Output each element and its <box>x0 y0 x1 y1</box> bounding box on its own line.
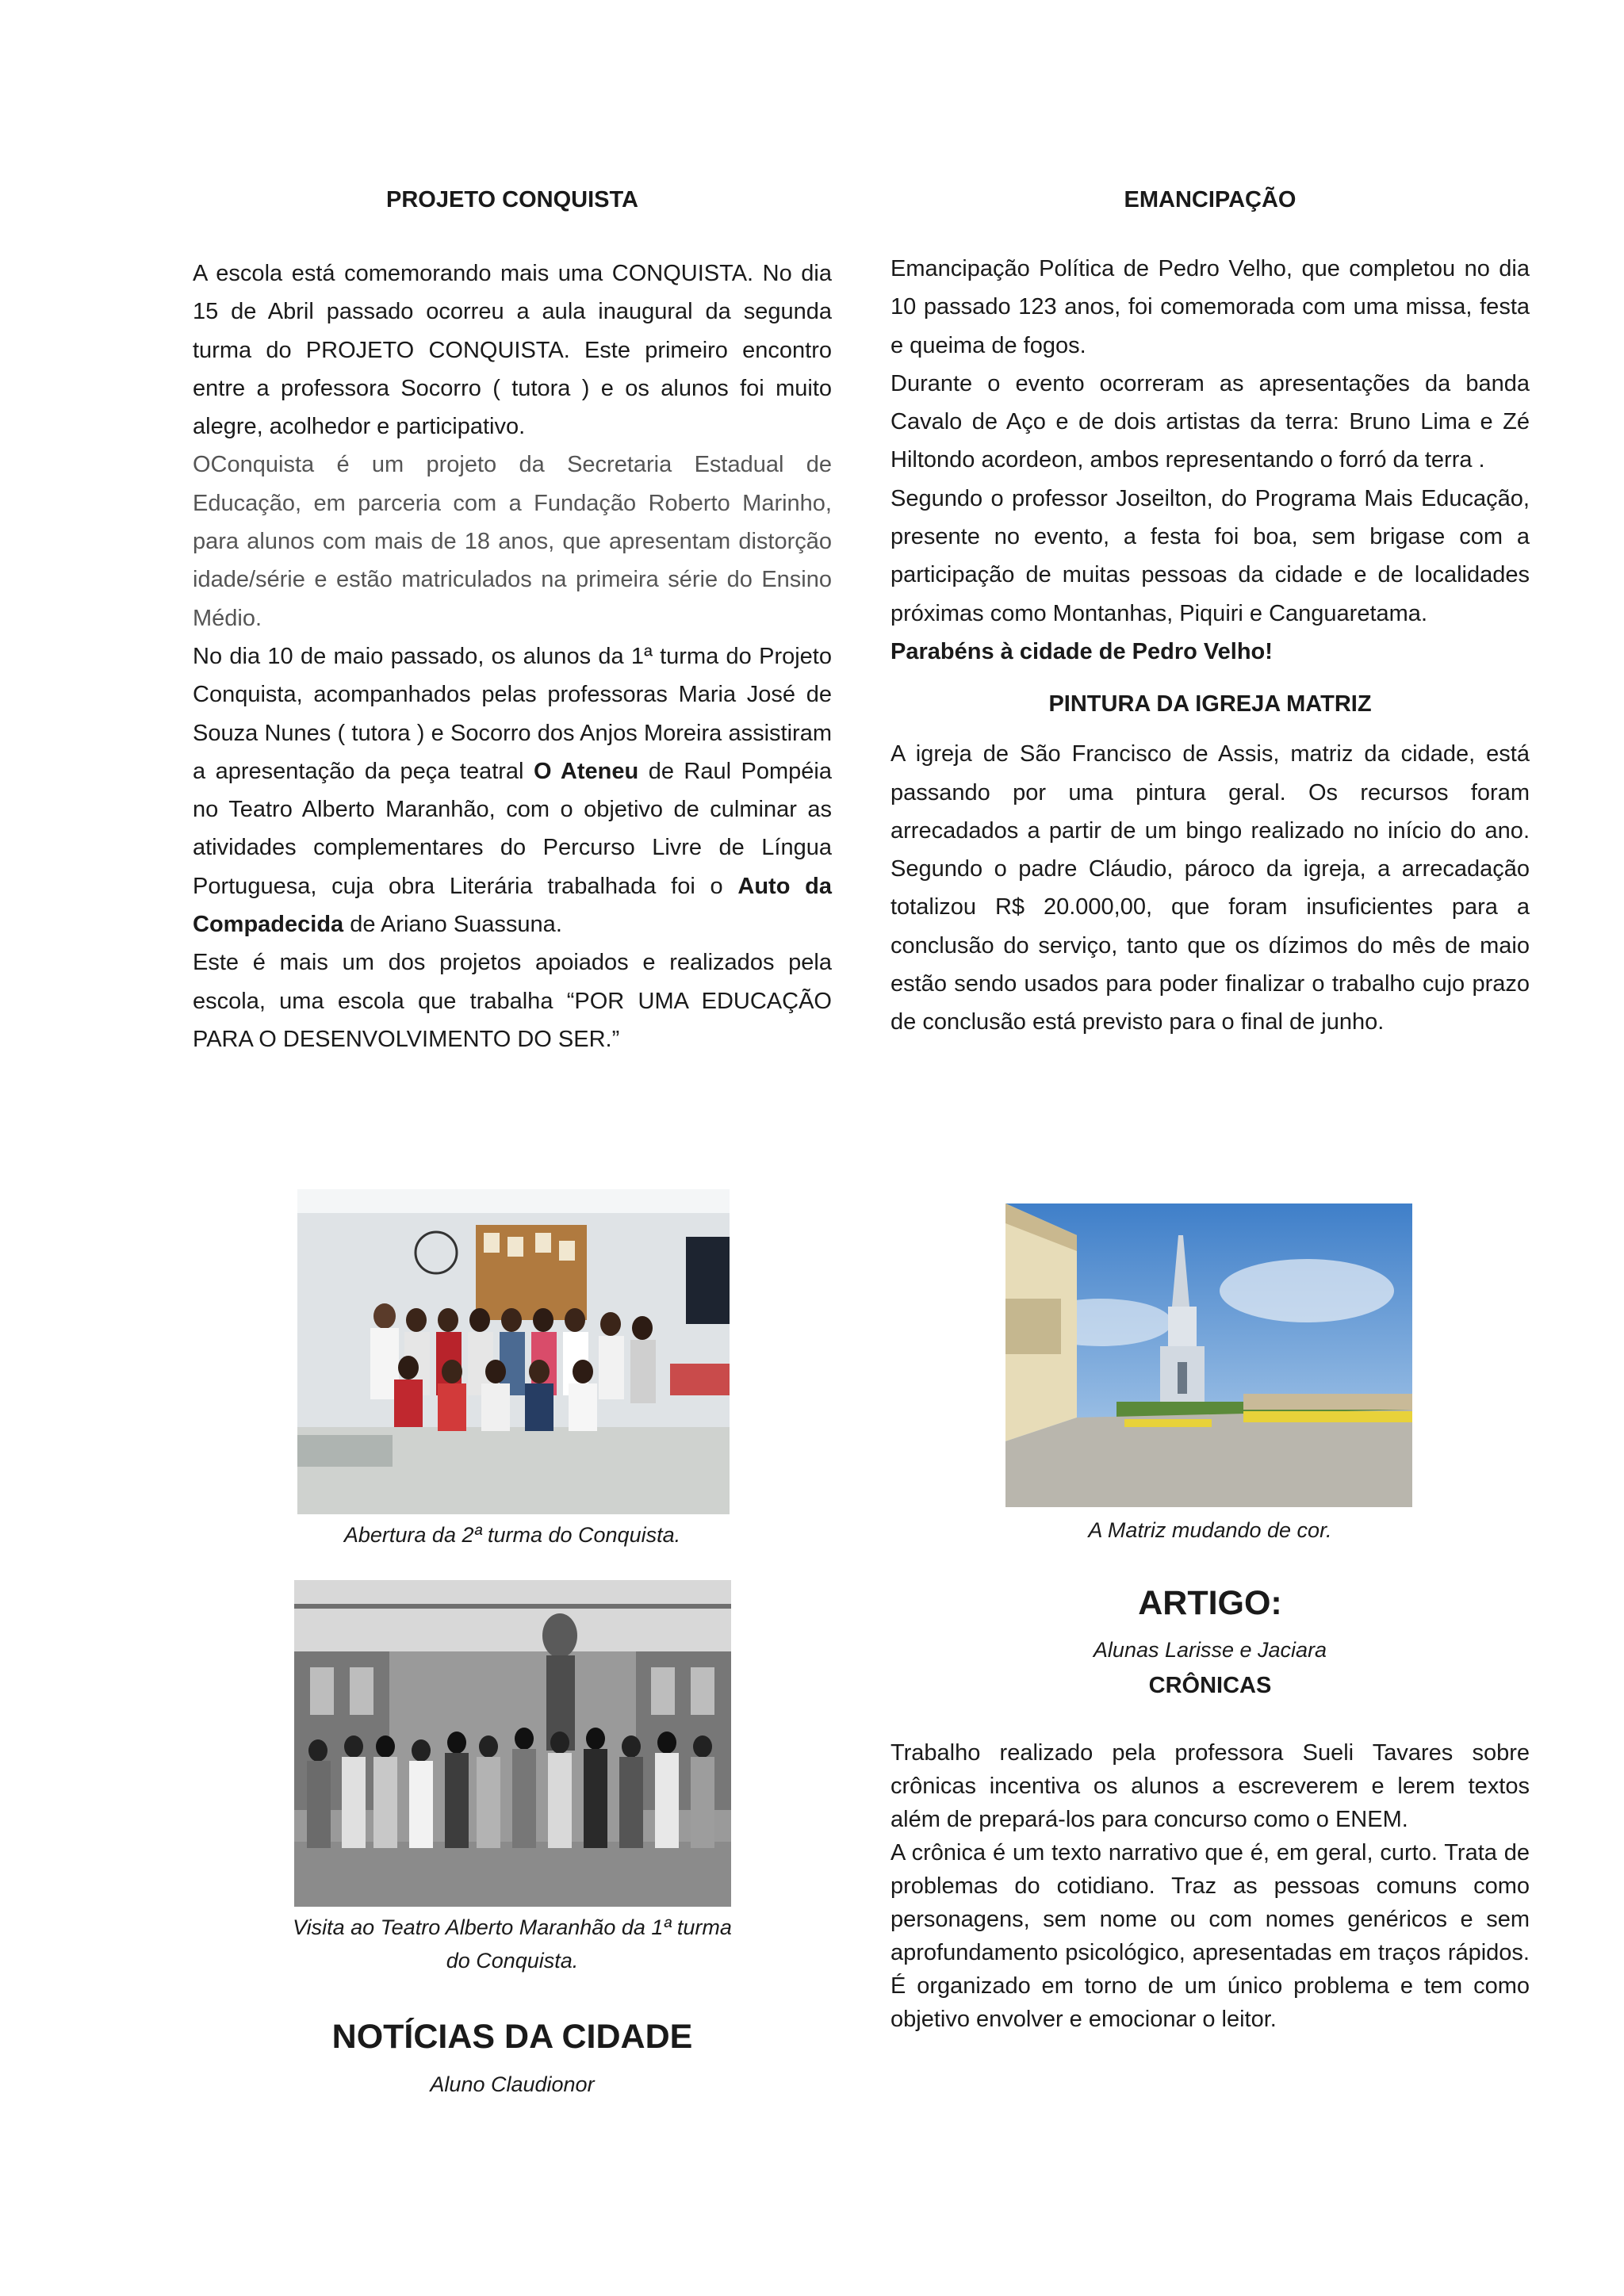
artigo-author: Alunas Larisse e Jaciara <box>1093 1638 1327 1662</box>
noticias-author: Aluno Claudionor <box>430 2072 595 2096</box>
emancipacao-title: EMANCIPAÇÃO <box>1124 187 1297 212</box>
emancipacao-congrats <box>891 633 1530 671</box>
photo-theatre-visit <box>294 1580 731 1907</box>
cronicas-body <box>891 1736 1530 2036</box>
conquista-p3-text-e: de Ariano Suassuna. <box>343 912 562 938</box>
photo-classroom-group <box>297 1189 730 1514</box>
emancipacao-paragraph-2: Durante o evento ocorreram as apresentações da banda Cavalo de Aço e de dois artistas da terra: Bruno Lima e Zé Hiltondo acordeon, ambos representando o forró da terra . <box>891 370 1530 473</box>
cronicas-paragraph-1: Trabalho realizado pela professora Sueli Tavares sobre crônicas incentiva os alunos a escreverem e lerem textos além de prepará-los para concurso como o ENEM. <box>891 1740 1530 1832</box>
caption-theatre <box>193 1911 832 1977</box>
emancipacao-paragraph-3: Segundo o professor Joseilton, do Programa Mais Educação, presente no evento, a festa foi boa, sem brigase com a participação de muitas pessoas da cidade e de localidades próximas como Montanhas, Piquiri e Canguaretama. <box>891 485 1530 626</box>
conquista-paragraph-4: Este é mais um dos projetos apoiados e realizados pela escola, uma escola que trabalha “POR UMA EDUCAÇÃO PARA O DESENVOLVIMENTO DO SER.” <box>193 950 832 1052</box>
caption-theatre-line-2: do Conquista. <box>446 1949 579 1973</box>
projeto-conquista-title: PROJETO CONQUISTA <box>386 187 638 212</box>
conquista-paragraph-3 <box>193 637 832 943</box>
auto-da-compadecida-bold: Auto da Compadecida <box>193 873 832 938</box>
caption-church: A Matriz mudando de cor. <box>1088 1518 1332 1542</box>
caption-theatre-line-1: Visita ao Teatro Alberto Maranhão da 1ª turma <box>293 1915 732 1939</box>
o-ateneu-bold: O Ateneu <box>533 758 639 784</box>
emancipacao-paragraph-1: Emancipação Política de Pedro Velho, que completou no dia 10 passado 123 anos, foi comemorada com uma missa, festa e queima de fogos. <box>891 256 1530 358</box>
emancipacao-congrats-bold: Parabéns à cidade de Pedro Velho! <box>891 638 1273 664</box>
cronicas-paragraph-2: A crônica é um texto narrativo que é, em geral, curto. Trata de problemas do cotidiano. Traz as pessoas comuns como personagens, sem nome ou com nomes genéricos e sem aprofundamento psicológico, apresentadas em traços rápidos. É organizado em torno de um único problema e tem como objetivo envolver e emocionar o leitor. <box>891 1840 1530 2032</box>
artigo-title: ARTIGO: <box>1138 1584 1282 1622</box>
conquista-paragraph-2: OConquista é um projeto da Secretaria Estadual de Educação, em parceria com a Fundação Roberto Marinho, para alunos com mais de 18 anos, que apresentam distorção idade/série e estão matriculados na primeira série do Ensino Médio. <box>193 452 832 631</box>
cronicas-title: CRÔNICAS <box>1148 1673 1272 1698</box>
conquista-p3-text-a: No dia 10 de maio passado, os alunos da 1ª turma do Projeto Conquista, acompanhados pelas professoras Maria José de Souza Nunes ( tutora ) e Socorro dos Anjos Moreira assistiram a apresentação da peça teatral <box>193 643 832 784</box>
conquista-paragraph-1: A escola está comemorando mais uma CONQUISTA. No dia 15 de Abril passado ocorreu a aula inaugural da segunda turma do PROJETO CONQUISTA. Este primeiro encontro entre a professora Socorro ( tutora ) e os alunos foi muito alegre, acolhedor e participativo. <box>193 261 832 440</box>
right-column <box>891 187 1530 1042</box>
caption-abertura: Abertura da 2ª turma do Conquista. <box>343 1523 681 1547</box>
left-column <box>193 187 832 1058</box>
igreja-matriz-title: PINTURA DA IGREJA MATRIZ <box>1048 691 1372 718</box>
igreja-matriz-paragraph: A igreja de São Francisco de Assis, matriz da cidade, está passando por uma pintura geral. Os recursos foram arrecadados a partir de um bingo realizado no início do ano. Segundo o padre Cláudio, pároco da igreja, a arrecadação totalizou R$ 20.000,00, que foram insuficientes para a conclusão do serviço, tanto que os dízimos do mês de maio estão sendo usados para poder finalizar o trabalho cujo prazo de conclusão está previsto para o final de junho. <box>891 741 1530 1035</box>
photo-church <box>1005 1203 1412 1507</box>
noticias-da-cidade-title: NOTÍCIAS DA CIDADE <box>331 2018 693 2056</box>
conquista-p3-text-c: de Raul Pompéia no Teatro Alberto Maranhão, com o objetivo de culminar as atividades complementares do Percurso Livre de Língua Portuguesa, cuja obra Literária trabalhada foi o <box>193 758 833 899</box>
